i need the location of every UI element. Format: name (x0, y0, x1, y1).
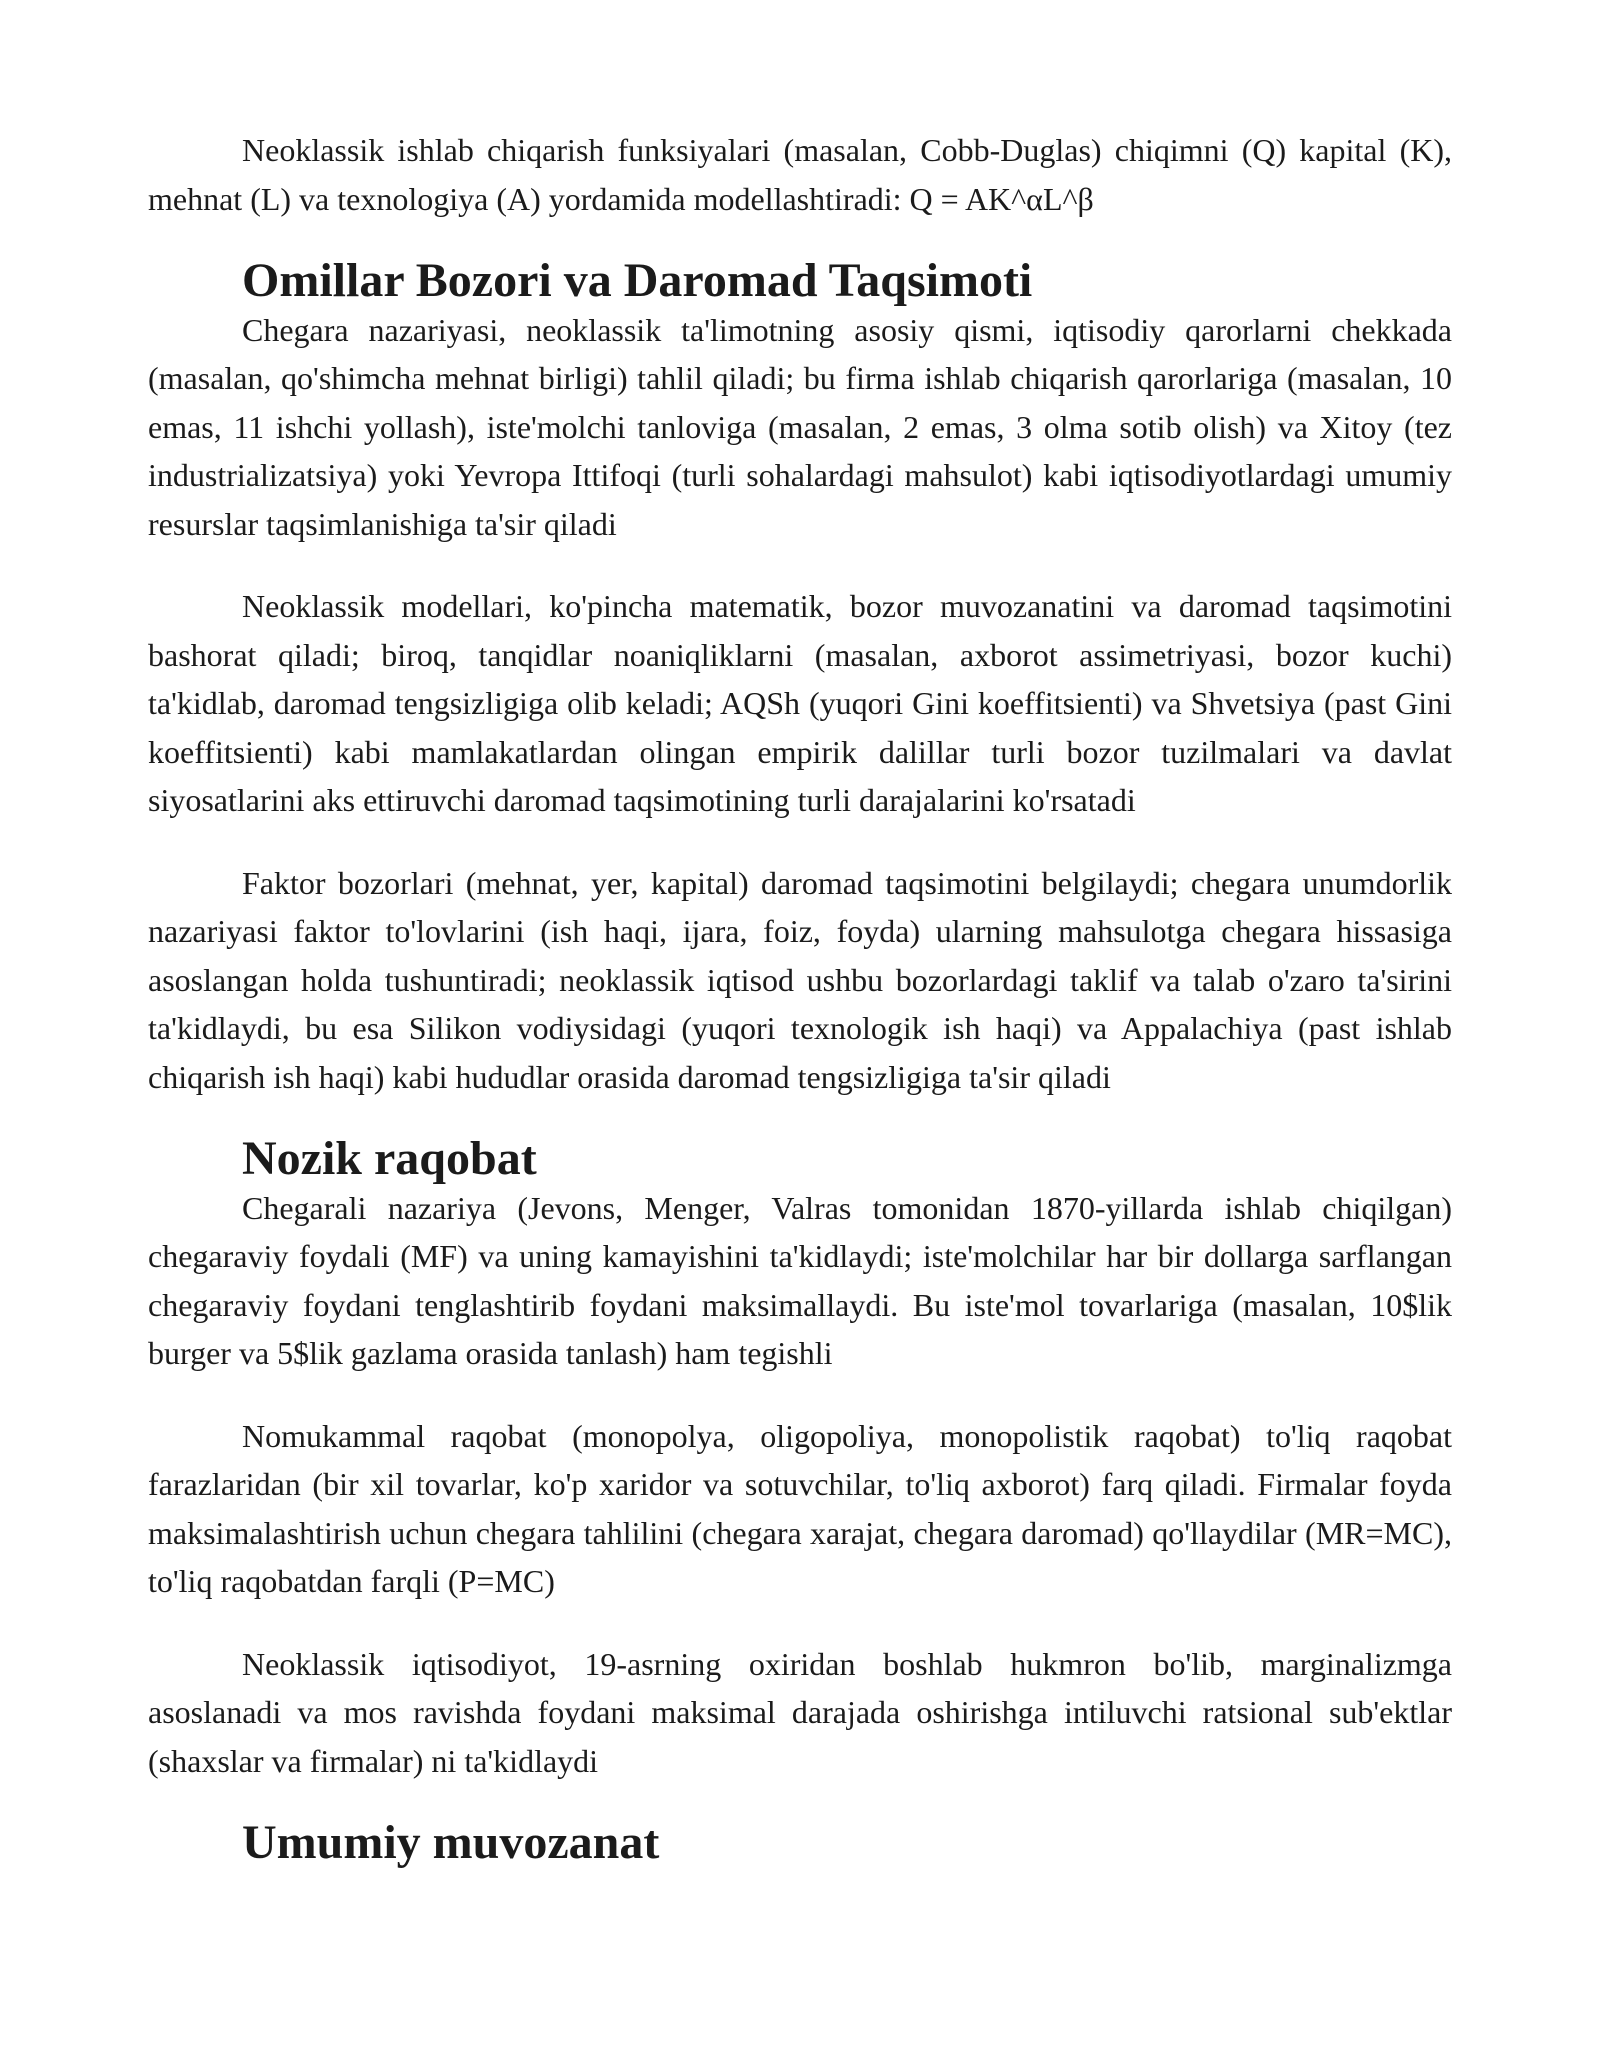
paragraph: Neoklassik iqtisodiyot, 19-asrning oxiridan boshlab hukmron bo'lib, marginalizmga asoslanadi va mos ravishda foydani maksimal darajada oshirishga intiluvchi ratsional sub'ektlar (shaxslar va firmalar) ni ta'kidlaydi (148, 1645, 1452, 1779)
paragraph: Nomukammal raqobat (monopolya, oligopoliya, monopolistik raqobat) to'liq raqobat farazlaridan (bir xil tovarlar, ko'p xaridor va sotuvchilar, to'liq axborot) farq qiladi. Firmalar foyda maksimalashtirish uchun chegara tahlilini (chegara xarajat, chegara daromad) qo'llaydilar (MR=MC), to'liq raqobatdan farqli (P=MC) (148, 1417, 1452, 1599)
paragraph: Faktor bozorlari (mehnat, yer, kapital) daromad taqsimotini belgilaydi; chegara unumdorlik nazariyasi faktor to'lovlarini (ish haqi, ijara, foiz, foyda) ularning mahsulotga chegara hissasiga asoslangan holda tushuntiradi; neoklassik iqtisod ushbu bozorlardagi taklif va talab o'zaro ta'sirini ta'kidlaydi, bu esa Silikon vodiysidagi (yuqori texnologik ish haqi) va Appalachiya (past ishlab chiqarish ish haqi) kabi hududlar orasida daromad tengsizligiga ta'sir qiladi (148, 864, 1452, 1095)
paragraph: Chegarali nazariya (Jevons, Menger, Valras tomonidan 1870-yillarda ishlab chiqilgan) chegaraviy foydali (MF) va uning kamayishini ta'kidlaydi; iste'molchilar har bir dollarga sarflangan chegaraviy foydani tenglashtirib foydani maksimallaydi. Bu iste'mol tovarlariga (masalan, 10$lik burger va 5$lik gazlama orasida tanlash) ham tegishli (148, 1189, 1452, 1371)
paragraph: Neoklassik ishlab chiqarish funksiyalari (masalan, Cobb-Duglas) chiqimni (Q) kapital (K), mehnat (L) va texnologiya (A) yordamida modellashtiradi: Q = AK^αL^β (148, 132, 1452, 217)
paragraph: Chegara nazariyasi, neoklassik ta'limotning asosiy qismi, iqtisodiy qarorlarni chekkada (masalan, qo'shimcha mehnat birligi) tahlil qiladi; bu firma ishlab chiqarish qarorlariga (masalan, 10 emas, 11 ishchi yollash), iste'molchi tanloviga (masalan, 2 emas, 3 olma sotib olish) va Xitoy (tez industrializatsiya) yoki Yevropa Ittifoqi (turli sohalardagi mahsulot) kabi iqtisodiyotlardagi umumiy resurslar taqsimlanishiga ta'sir qiladi (148, 311, 1452, 542)
paragraph: Neoklassik modellari, ko'pincha matematik, bozor muvozanatini va daromad taqsimotini bashorat qiladi; biroq, tanqidlar noaniqliklarni (masalan, axborot assimetriyasi, bozor kuchi) ta'kidlab, daromad tengsizligiga olib keladi; AQSh (yuqori Gini koeffitsienti) va Shvetsiya (past Gini koeffitsienti) kabi mamlakatlardan olingan empirik dalillar turli bozor tuzilmalari va davlat siyosatlarini aks ettiruvchi daromad taqsimotining turli darajalarini ko'rsatadi (148, 588, 1452, 818)
section-heading: Nozik raqobat (242, 1132, 537, 1185)
section-heading: Omillar Bozori va Daromad Taqsimoti (242, 254, 1033, 307)
document-body (148, 126, 1452, 1868)
section-heading: Umumiy muvozanat (242, 1816, 660, 1869)
